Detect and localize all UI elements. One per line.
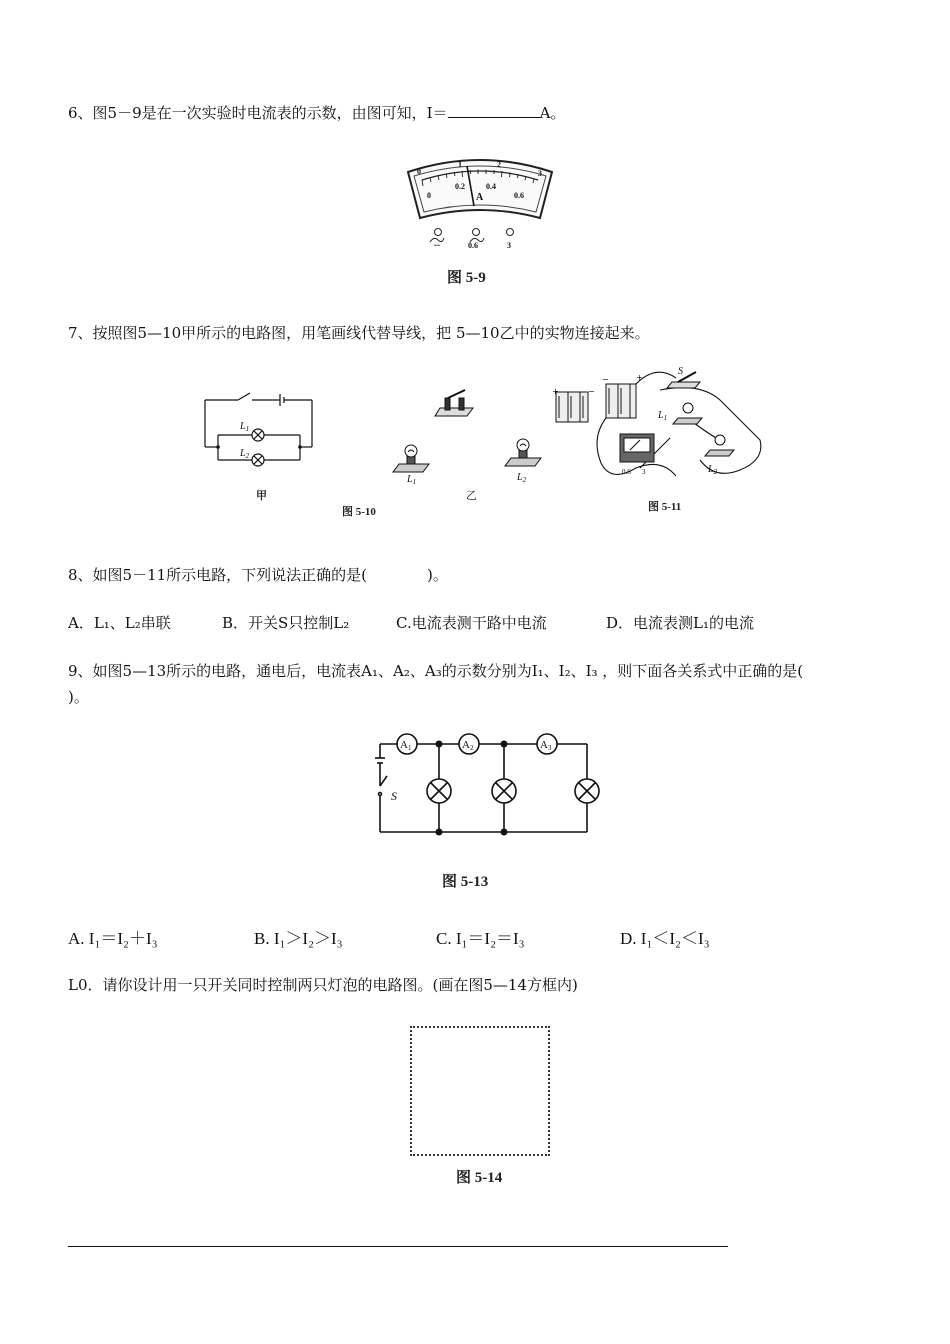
q9-line2: )。 [68,688,89,706]
lamp-L2 [505,439,541,466]
svg-text:L2: $L_2$ [240,448,250,460]
fig-5-11-caption: 图 5-11 [648,501,682,513]
q9-option-a[interactable]: A. I₁＝I₂＋I₃ [68,929,158,948]
meter-bottom-0: 0 [427,191,431,200]
q7-text: 7、按照图5—10甲所示的电路图，用笔画线代替导线，把 5—10乙中的实物连接起来。 [68,324,650,342]
svg-text:−: − [602,375,609,384]
fig-5-14-caption: 图 5-14 [456,1170,503,1186]
q6-answer-blank[interactable] [448,103,540,118]
q8-option-c[interactable]: C.电流表测干路中电流 [396,614,547,632]
meter-bottom-3: 0.6 [514,191,524,200]
terminal-06: 0.6 [468,241,478,250]
q9-option-d[interactable]: D. I₁＜I₂＜I₃ [620,929,710,948]
svg-text:S: S [678,366,683,377]
meter-top-1: 1 [458,160,462,169]
svg-text:A2: A2 [462,739,474,752]
q6-suffix: A。 [539,104,566,122]
q8-option-a[interactable]: A．L₁、L₂串联 [68,614,171,632]
meter-top-3: 3 [538,169,542,178]
meter-top-0: 0 [417,167,421,176]
footer-divider [68,1246,728,1247]
terminal-3: 3 [507,241,511,250]
svg-text:+: + [552,387,559,396]
q6-prefix: 6、图5－9是在一次实验时电流表的示数，由图可知，I＝ [68,104,448,122]
label-jia: 甲 [256,490,267,502]
svg-text:A3: A3 [540,739,552,752]
svg-text:L1: $L_1$ [658,410,668,422]
fig-5-13-caption: 图 5-13 [442,874,489,890]
q6-text [68,102,565,123]
circuit-figure-5-11 [550,360,770,490]
q8-option-b[interactable]: B．开关S只控制L₂ [222,614,350,632]
meter-bottom-2: 0.4 [486,182,496,191]
meter-top-2: 2 [497,160,501,169]
switch-component [435,390,473,416]
q8-text: 8、如图5－11所示电路，下列说法正确的是( )。 [68,566,448,584]
svg-text:L2: $L_2$ [708,464,718,476]
q9-option-b[interactable]: B. I₁＞I₂＞I₃ [254,929,343,948]
svg-text:+: + [636,373,643,382]
terminal-minus: － [433,241,441,250]
svg-text:−: − [588,387,595,396]
fig-5-10-caption: 图 5-10 [342,506,376,518]
label-yi: 乙 [466,490,477,502]
lamp-L1 [393,445,429,472]
ammeter-figure-5-9 [400,150,560,250]
svg-text:L1: $L_1$ [407,474,417,486]
circuit-diagram-jia [200,385,320,475]
q8-option-d[interactable]: D．电流表测L₁的电流 [606,614,755,632]
q10-text: L0．请你设计用一只开关同时控制两只灯泡的电路图。(画在图5—14方框内) [68,976,578,994]
svg-text:L1: $L_1$ [240,421,250,433]
meter-unit: A [476,192,484,203]
svg-text:A1: A1 [400,739,412,752]
svg-text:S: S [391,789,397,803]
svg-text:3: 3 [642,468,646,476]
q9-line1: 9、如图5—13所示的电路，通电后，电流表A₁、A₂、A₃的示数分别为I₁、I₂、I₃ ，则下面各关系式中正确的是( [68,662,804,680]
meter-bottom-1: 0.2 [455,182,465,191]
answer-box-5-14[interactable] [410,1026,550,1156]
fig-5-9-caption: 图 5-9 [447,270,486,286]
svg-text:0.6: 0.6 [622,468,631,476]
svg-text:L2: $L_2$ [517,472,527,484]
circuit-figure-5-13 [375,728,600,836]
q9-option-c[interactable]: C. I₁＝I₂＝I₃ [436,929,525,948]
components-yi [385,380,555,490]
